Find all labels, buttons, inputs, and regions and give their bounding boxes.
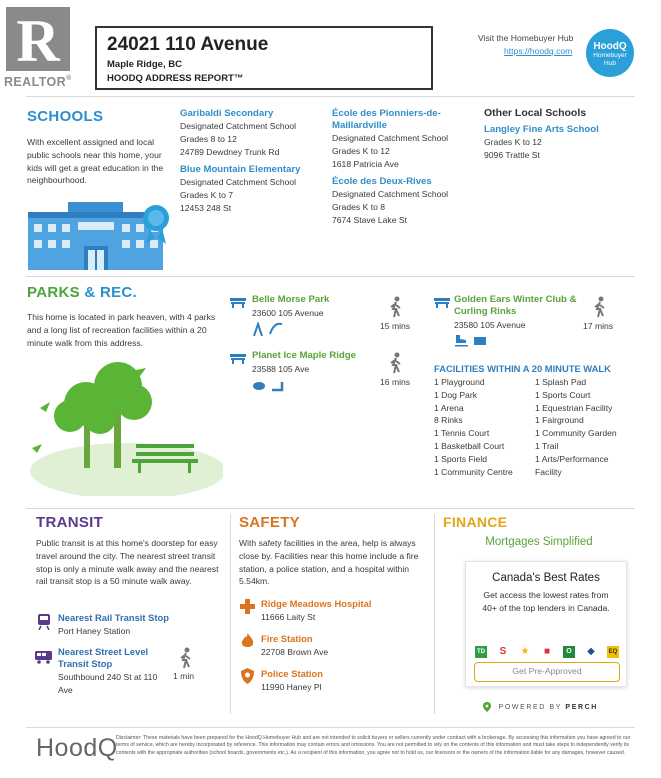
rbc-icon: ★ [520,646,530,657]
school-address: 24789 Dewdney Trunk Rd [180,146,280,157]
rates-card-title: Canada's Best Rates [492,572,600,584]
school-entry [332,176,472,226]
visit-hub-link[interactable]: https://hoodq.com [504,46,573,56]
transit-section [27,514,225,710]
divider [26,96,635,97]
cibc-icon: ◆ [587,646,595,657]
school-name[interactable]: Langley Fine Arts School [484,124,599,135]
school-name[interactable]: École des Pionniers-de-Maillardville [332,108,441,131]
street-transit-value: Southbound 240 St at 110 Ave [58,672,158,695]
facilities-left [434,376,534,478]
facilities-right [535,376,635,478]
school-type: Designated Catchment School [180,177,297,188]
facility-item: 1 Dog Park [434,389,477,400]
safety-section [239,514,431,710]
safety-item-label: Ridge Meadows Hospital [261,598,372,609]
hoodq-badge-sub: Homebuyer Hub [593,52,627,67]
park-address: 23580 105 Avenue [454,320,526,330]
rates-card-text: Get access the lowest rates from 40+ of the top lenders in Canada. [482,590,610,613]
eq-bank-icon: EQ [607,646,619,658]
hoodq-badge[interactable] [586,29,634,77]
desjardins-icon: O [563,646,575,658]
park-name[interactable]: Planet Ice Maple Ridge [252,350,356,361]
facility-item: 1 Equestrian Facility [535,402,613,413]
facility-item: 1 Sports Field [434,453,488,464]
parks-heading-a: PARKS [27,284,80,301]
safety-heading: SAFETY [239,514,300,531]
rail-transit-value: Port Haney Station [58,626,131,636]
safety-item-address: 11666 Laity St [261,612,316,622]
school-type: Designated Catchment School [332,133,449,143]
bus-icon [35,650,53,664]
divider-vertical [434,514,435,714]
safety-item-address: 22708 Brown Ave [261,647,329,657]
get-pre-approved-button[interactable]: Get Pre-Approved [474,662,620,682]
safety-description: With safety facilities in the area, help is always close by. Facilities near this home include a fire station, a police station, and a hospital within 5.54km. [239,538,419,587]
park-name[interactable]: Golden Ears Winter Club & Curling Rinks [454,294,577,317]
powered-by-text: POWERED BY [498,703,562,711]
safety-item-address: 11990 Haney Pl [261,682,322,692]
facility-item: 1 Playground [434,377,485,387]
park-address: 23600 105 Avenue [252,308,324,318]
school-grades: Grades 8 to 12 [180,133,237,144]
rates-card [465,561,627,687]
bench-icon [434,296,450,308]
finance-heading: FINANCE [443,514,508,530]
finance-subtitle: Mortgages Simplified [485,536,593,548]
walk-time: 15 mins [380,321,411,331]
facility-item: 1 Arena [434,402,464,413]
divider [26,508,635,509]
realtor-logo-mark: ® [66,75,72,82]
hockey-icon [252,378,286,392]
school-grades: Grades K to 8 [332,202,386,213]
facility-item: 1 Community Garden [535,428,617,439]
school-address: 9096 Trattle St [484,149,540,160]
walking-person-icon [178,647,194,669]
realtor-logo-text: REALTOR [4,75,67,89]
transit-description: Public transit is at this home's doorstep for easy travel around the city. The nearest street transit stop is only a minute walk away and the nearest rail transit stop is a 50 minute walk away. [36,538,219,587]
playground-icon [252,322,286,336]
parks-heading-b: & REC. [79,284,138,301]
rail-transit-label: Nearest Rail Transit Stop [58,612,169,623]
parks-description: This home is located in park heaven, with 4 parks and a long list of recreation facilities within a 20 minute walk from this address. [27,312,216,348]
street-transit-label: Nearest Street Level Transit Stop [58,646,149,669]
facility-item: 1 Splash Pad [535,377,587,387]
safety-item-label: Fire Station [261,633,313,644]
location-pin-icon [483,702,491,712]
safety-item-label: Police Station [261,668,323,679]
address-title: 24021 110 Avenue [107,34,269,55]
school-col-2 [332,108,472,227]
facility-item: 1 Trail [535,440,559,451]
walking-person-icon [388,296,404,318]
facilities-title: FACILITIES WITHIN A 20 MINUTE WALK [434,363,611,374]
visit-hub-text: Visit the Homebuyer Hub [478,33,574,43]
park-item [434,294,634,350]
td-bank-icon: TD [475,646,487,658]
divider [26,276,635,277]
parks-heading [27,284,137,301]
school-type: Designated Catchment School [332,189,449,200]
walk-time: 16 mins [380,377,411,387]
school-entry [180,164,330,214]
address-box [95,26,433,90]
realtor-logo [4,5,74,91]
facility-item: 1 Sports Court [535,389,591,400]
scotiabank-icon: S [499,646,507,657]
train-icon [37,614,51,630]
park-illustration [28,356,223,496]
school-address: 12453 248 St [180,202,232,213]
other-schools [484,107,634,162]
bench-icon [230,352,246,364]
facility-item: 8 Rinks [434,415,463,426]
disclaimer: Disclaimer: These materials have been prepared for the HoodQ Homebuyer Hub and are not intended to solicit buyers or sellers currently under contract with a brokerage. By accessing this information you have agreed to our terms of service, which are hereby incorporated by reference. This information may contain errors and omissions. You are not permitted to rely on the contents of this information and must take steps to independently verify its contents with the appropriate authorities (school boards, governments etc.). As a recipient of this information, you agree not to hold us, our licensors or the owners of the information liable for any damages, however caused. [116,735,631,756]
report-title: HOODQ ADDRESS REPORT™ [107,73,244,84]
schools-description: With excellent assigned and local public schools near this home, your kids will get a great education in the neighbourhood. [27,137,164,186]
bank-logos [472,646,622,658]
hoodq-badge-title: HoodQ [593,41,627,52]
transit-heading: TRANSIT [36,514,104,531]
school-entry [332,108,472,170]
walking-person-icon [388,352,404,374]
park-address: 23588 105 Ave [252,364,310,374]
school-address: 7674 Stave Lake St [332,214,408,225]
facility-item: 1 Basketball Court [434,440,505,451]
school-grades: Grades K to 12 [484,137,542,147]
school-type: Designated Catchment School [180,121,297,131]
school-grades: Grades K to 12 [332,145,390,156]
finance-section [443,514,635,724]
fire-icon [241,633,254,649]
facility-item: 1 Tennis Court [434,428,490,439]
bmo-icon: ■ [543,646,551,657]
school-name[interactable]: École des Deux-Rives [332,176,432,188]
bench-icon [230,296,246,308]
hospital-cross-icon [240,599,255,614]
school-name[interactable]: Blue Mountain Elementary [180,164,301,176]
school-address: 1618 Patricia Ave [332,158,399,169]
walk-time: 17 mins [583,321,614,331]
school-name[interactable]: Garibaldi Secondary [180,108,274,119]
street-walk-time: 1 min [173,671,195,681]
school-grades: Grades K to 7 [180,190,234,201]
school-building-illustration [28,200,178,272]
park-item [230,350,425,390]
facility-item: 1 Fairground [535,415,584,426]
school-entry [180,108,330,158]
divider [26,727,635,728]
park-item [230,294,425,334]
skate-icon [454,333,488,347]
police-badge-icon [241,668,254,684]
address-city: Maple Ridge, BC [107,59,182,70]
facility-item: 1 Arts/Performance Facility [535,453,609,477]
other-schools-title: Other Local Schools [484,107,587,119]
walking-person-icon [592,296,608,318]
park-name[interactable]: Belle Morse Park [252,294,330,305]
hoodq-footer-logo: HoodQ [36,734,118,762]
svg-text:R: R [16,8,60,74]
schools-heading: SCHOOLS [27,108,104,125]
facility-item: 1 Community Centre [434,466,513,477]
divider-vertical [230,514,231,714]
powered-by [483,702,613,712]
school-col-1 [180,108,330,215]
perch-brand: PERCH [565,703,598,711]
